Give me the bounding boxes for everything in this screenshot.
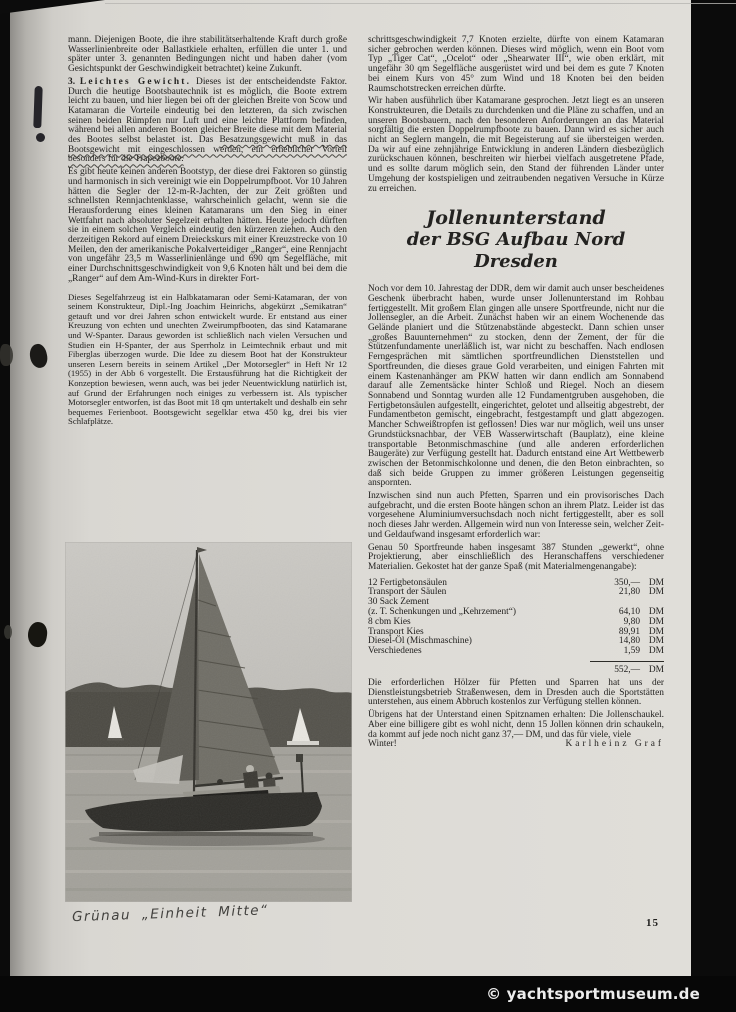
scan-corner-shadow <box>0 0 105 14</box>
right-column <box>368 36 664 750</box>
paragraph-dach: Inzwischen sind nun auch Pfetten, Sparren und ein provisorisches Dach aufgebracht, und die ersten Boote hängen schon an ihrem Platz. Leider ist das vorgesehene Aluminiumversuchsdach noch nicht fertiggestellt, aber es soll noch dieses Jahr werden. Allgemein wird nun von Interesse sein, welcher Zeit- und Geldaufwand insgesamt erforderlich war: <box>368 491 664 540</box>
paragraph-rohbau: Noch vor dem 10. Jahrestag der DDR, dem wir damit auch unser bescheidenes Geschenk überbracht haben, wurde unser Jollenunterstand im Rohbau fertiggestellt. Mit großem Elan gingen alle unsere Sportfreunde, nicht nur die Jollensegler, an die Arbeit. Zunächst haben wir an einem Wochenende das Gelände planiert und die Stützenabstände abgesteckt. Dann schien unser „großes Bauunternehmen“ zu stocken, denn der Zement, der für die Stützenfundamente unerläßlich ist, war nicht zu beschaffen. Nach endlosen Ferngesprächen mit sämtlichen sportfreundlichen Dienststellen und Sportfreunden, die dieses graue Gold verarbeiten, und einigen Fahrten mit einem Kastenanhänger am PKW hatten wir dann endlich am Sonnabend darauf alle Zementsäcke hinter Schloß und Riegel. Noch an diesem Sonnabend und Sonntag wurden alle 12 Fundamentgruben ausgehoben, die Fertigbetonsäulen aufgestellt, eingerichtet, gelotet und allseitig abgestrebt, der Fundamentbeton gemischt, eingebracht, festgestampft und glatt abgezogen. Mancher Schweißtropfen ist geflossen! Dies war nur möglich, weil uns unser Grundstücksnachbar, der VEB Wasserwirtschaft (Bauplatz), eine kleine transportable Betonmischmaschine (und alle anderen erforderlichen Baugeräte) zur Verfügung gestellt hat. Dadurch entstand eine Art Wettbewerb zwischen der Betonmischkolonne und denen, die den Beton einbrachten, so daß sich beide Gruppen zu immer größeren Leistungen gegenseitig anspornten. <box>368 284 664 489</box>
cost-table <box>368 579 664 675</box>
cost-item-label: Verschiedenes <box>368 646 422 657</box>
pencil-underlined-text: Besatzungsgewicht muß in das Bootsgewicht mit eingeschlossen werden, ein erheblicher Vorteil besonders für <box>68 135 347 165</box>
scan-bottom-border <box>0 976 736 1012</box>
cost-item-amount: 350,— <box>614 577 640 588</box>
paragraph-leichtes-gewicht <box>68 78 347 165</box>
cost-table-rows <box>368 579 664 657</box>
cost-item-amount: 14,80 <box>618 636 640 647</box>
cost-table-row <box>368 647 664 657</box>
article-heading <box>368 207 664 273</box>
paragraph-boote-zukunft: mann. Diejenigen Boote, die ihre stabilitätserhaltende Kraft durch große Wasserlinienbreite oder Ballastkiele erhalten, erfüllen die unter 1. und später unter 3. genannten Bedingungen nicht und haben daher (vom Gesichtspunkt der Geschwindigkeit betrachtet) keine Zukunft. <box>68 35 347 75</box>
author-signature: Karlheinz Graf <box>565 739 664 750</box>
cost-item-label: Transport der Säulen <box>368 587 447 598</box>
cost-table-total-row <box>368 661 664 675</box>
cost-item-unit: DM <box>648 577 664 588</box>
heading-line-1: Jollenunterstand <box>426 207 606 230</box>
paragraph-doppelrumpfboot: Es gibt heute keinen anderen Bootstyp, der diese drei Faktoren so günstig und harmonisch in sich vereinigt wie ein Doppelrumpfboot. Vor 10 Jahren hätten die Segler der 12-m-R-Jachten, der zur Zeit größten und schnellsten Rennjachtenklasse, wahrscheinlich gelacht, wenn sie die Herausforderung eines kleinen Katamarans um den Sieg in einer Wettfahrt nach absoluter Segelzeit erhalten hätten. Heute jedoch dürften sie in einem solchen Vergleich eindeutig den kürzeren ziehen. Auch den derzeitigen Rekord auf einem Dreieckskurs mit einer Kreuzstrecke von 10 Meilen, den der amerikanische Pokalverteidiger „Ranger“, eine Rennjacht von ungefähr 23,5 m Wasserlinienlänge und 690 qm Segelfläche, mit einer Durchschnittsgeschwindigkeit von 9,6 Knoten hält und bei dem die „Ranger“ auf dem Am-Wind-Kurs in direkter Fort- <box>68 167 347 284</box>
cost-item-amount: 21,80 <box>618 587 640 598</box>
paragraph-konstrukteure: Wir haben ausführlich über Katamarane gesprochen. Jetzt liegt es an unseren Konstrukteuren, die Details zu durchdenken und die Pläne zu schaffen, und an unseren Bootsbauern, nach den besonderen Anforderungen an das Material sorgfältig die ersten Doppelrumpfboote zu bauen. Dann wird es sicher auch nicht an Seglern mangeln, die mit Begeisterung auf sie übersteigen werden. Da wir auf eine zehnjährige Entwicklung in anderen Ländern diesbezüglich zurückschauen können, beschreiten wir hierbei vielfach ausgetretene Pfade, und es sollte darum möglich sein, den Stand der führenden Länder unter Umgehung der kostspieligen und zeitraubenden negativen Versuche in Kürze zu erreichen. <box>368 96 664 194</box>
cost-item-amount: 1,59 <box>623 646 640 657</box>
watermark: © yachtsportmuseum.de <box>486 985 700 1003</box>
cost-total-amount: 552,— <box>614 665 640 676</box>
cost-item-label: Transport Kies <box>368 626 424 637</box>
paragraph-hoelzer: Die erforderlichen Hölzer für Pfetten und Sparren hat uns der Dienstleistungsbetrieb Straßenwesen, dem in Dresden auch die Sportstätten unterstehen, aus einem Abbruch kostenlos zur Verfügung stellen können. <box>368 678 664 708</box>
paragraph-katamaran-rekord: schrittsgeschwindigkeit 7,7 Knoten erzielte, dürfte von einem Katamaran sicher gebrochen werden können. Dieses wird möglich, wenn ein Boot vom Typ „Tiger Cat“, „Ocelot“ oder „Shearwater III“, wie oben erklärt, mit ungefähr 30 qm Segelfläche ausgerüstet wird und bei dem es gute 7 Knoten bei einem Kurs von 45° zum Wind und 18 Knoten bei den beiden Raumschotstrecken erreichen dürfte. <box>368 35 664 94</box>
sailboat-photo <box>65 542 352 902</box>
section-number: 3. <box>68 76 76 87</box>
heading-line-2: der BSG Aufbau Nord Dresden <box>406 229 626 273</box>
left-column <box>68 36 347 430</box>
margin-exclamation-dot <box>36 133 45 142</box>
cost-item-unit: DM <box>648 646 664 657</box>
section-body: Dieses ist der entscheidendste Faktor. Durch die heutige Bootsbautechnik ist es möglich, die Boote extrem leicht zu bauen, und hier liegen bei oft der gleichen Breite von Scow und Katamaran die Vorteile eindeutig bei den letzteren, da sich zwischen seinen beiden Rümpfen nur Luft und eine leichte Plattform befinden, während bei allen anderen Booten gleicher Breite diese mit dem Material des Bootes selbst belastet ist. Das <box>68 76 347 146</box>
cost-item-unit: DM <box>648 636 664 647</box>
page-top-edge-line <box>105 3 736 4</box>
paragraph-jollenschaukel: Übrigens hat der Unterstand einen Spitznamen erhalten: Die Jollenschaukel. Aber eine billigere gibt es wohl nicht, denn 15 Jollen können drin schaukeln, da kommt auf jede noch nicht ganz 37,— DM, und das für viele, viele <box>368 710 664 740</box>
paragraph-stunden: Genau 50 Sportfreunde haben insgesamt 387 Stunden „gewerkt“, ohne Projektierung, aber einschließlich des Heranschaffens verschiedener Materialien. Gekostet hat der ganze Spaß (mit Materialmengenangabe): <box>368 542 664 572</box>
margin-exclamation-mark <box>33 86 42 128</box>
magazine-page <box>10 0 691 976</box>
edge-smudge-lower <box>4 625 12 639</box>
paragraph-last-word: Winter! <box>368 739 397 750</box>
cost-item-amount: 64,10 <box>618 607 640 618</box>
cost-item-label: 8 cbm Kies <box>368 616 411 627</box>
section-title-leichtes-gewicht: Leichtes Gewicht. <box>79 76 192 87</box>
cost-item-unit: DM <box>648 587 664 598</box>
cost-item-label: (z. T. Schenkungen und „Kehrzement“) <box>368 607 517 618</box>
cost-total-rule <box>590 661 664 675</box>
cost-item-unit: DM <box>648 607 664 618</box>
cost-item-label: 12 Fertigbetonsäulen <box>368 577 447 588</box>
cost-item-amount: 89,91 <box>618 626 640 637</box>
cost-table-row <box>368 608 664 618</box>
cost-item-unit: DM <box>648 616 664 627</box>
pencil-struck-text: die Trapezboote. <box>121 154 184 165</box>
cost-item-label: Diesel-Öl (Mischmaschine) <box>368 636 472 647</box>
paragraph-semikatran: Dieses Segelfahrzeug ist ein Halbkatamaran oder Semi-Katamaran, der von seinem Konstrukteur, Dipl.-Ing Joachim Heinrichs, abgekürzt „Semikatran“ getauft und vor drei Jahren schon entwickelt wurde. Er entstand aus einer Kreuzung von echten und unechten Zweirumpfbooten, das sind Katamarane und W-Spanter. Daraus geworden ist schließlich nach vielen Versuchen und Studien ein H-Spanter, der aus Sperrholz in Leimtechnik erbaut und mit Fiberglas überzogen wurde. Die Idee zu diesem Boot hat der Konstrukteur unseren Lesern bereits in seinem Artikel „Der Motorsegler“ in Heft Nr 12 (1955) in der Abb 6 vorgestellt. Die Erstausführung hat die Richtigkeit der Konzeption bewiesen, wenn auch, was bei jeder Neuentwicklung natürlich ist, auf Grund der Erfahrungen noch einiges zu verbessern ist. Als typischer Motorsegler entworfen, ist das Boot mit 18 qm untertakelt und deshalb ein sehr bequemes Ferienboot. Bootsgewicht segelklar etwa 450 kg, drei bis vier Schlafplätze. <box>68 291 347 427</box>
page-number: 15 <box>646 917 659 929</box>
signature-row <box>368 740 664 750</box>
cost-item-amount: 9,80 <box>623 616 640 627</box>
cost-item-label: 30 Sack Zement <box>368 597 429 608</box>
photo-caption-handwritten: Grünau „Einheit Mitte“ <box>71 902 269 926</box>
edge-smudge-upper <box>0 344 13 366</box>
cost-total-unit: DM <box>648 665 664 676</box>
cost-item-unit: DM <box>648 626 664 637</box>
